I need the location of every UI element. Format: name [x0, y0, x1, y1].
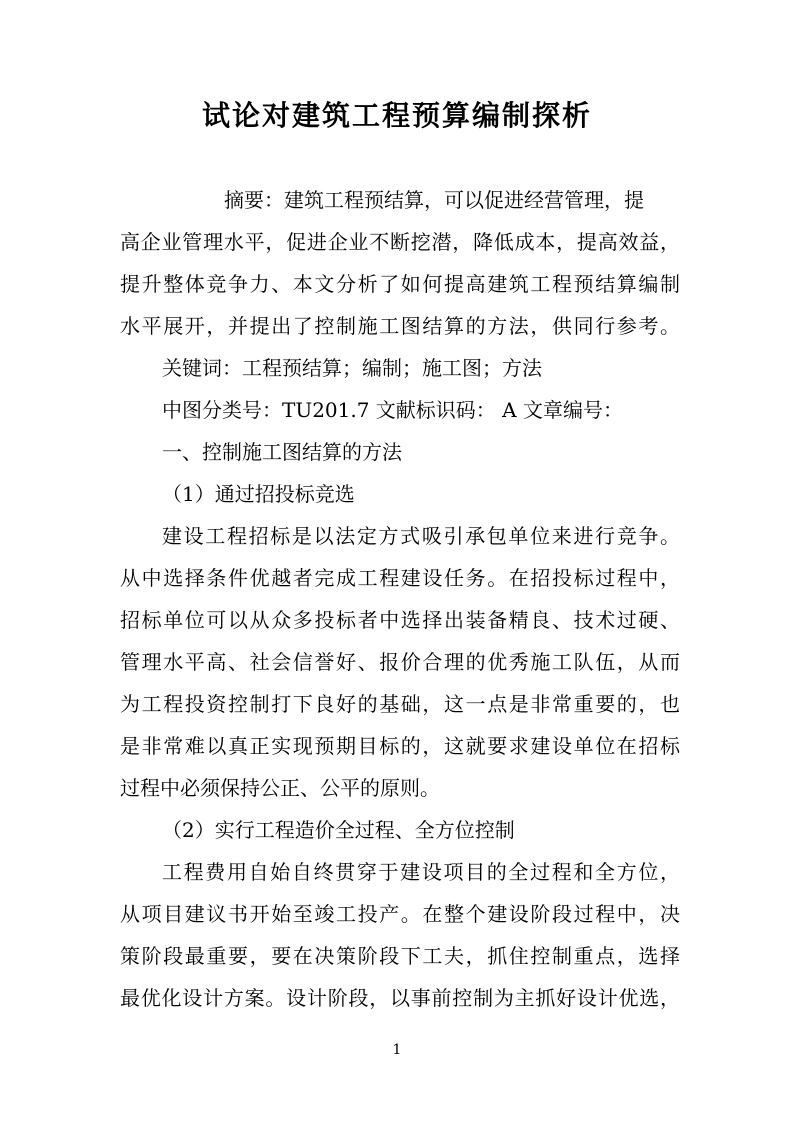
paragraph-1-line-2: 从中选择条件优越者完成工程建设任务。在招投标过程中，	[120, 566, 680, 590]
subsection-heading-2: （2）实行工程造价全过程、全方位控制	[162, 818, 515, 842]
section-heading: 一、控制施工图结算的方法	[162, 440, 402, 464]
paragraph-2-line-2: 从项目建议书开始至竣工投产。在整个建设阶段过程中，决	[120, 902, 680, 926]
paragraph-1-line-4: 管理水平高、社会信誉好、报价合理的优秀施工队伍，从而	[120, 650, 680, 674]
paragraph-2-line-4: 最优化设计方案。设计阶段，以事前控制为主抓好设计优选，	[120, 986, 680, 1010]
paragraph-1-line-5: 为工程投资控制打下良好的基础，这一点是非常重要的，也	[120, 692, 680, 716]
abstract-line-4: 水平展开，并提出了控制施工图结算的方法，供同行参考。	[120, 314, 680, 338]
subsection-heading-1: （1）通过招投标竞选	[162, 482, 355, 506]
paragraph-2-line-1: 工程费用自始自终贯穿于建设项目的全过程和全方位，	[162, 860, 680, 884]
abstract-line-3: 提升整体竞争力、本文分析了如何提高建筑工程预结算编制	[120, 272, 680, 296]
paragraph-1-line-1: 建设工程招标是以法定方式吸引承包单位来进行竞争。	[162, 524, 680, 548]
keywords: 关键词：工程预结算；编制；施工图；方法	[162, 356, 542, 380]
page-title: 试论对建筑工程预算编制探析	[201, 99, 592, 132]
paragraph-1-line-3: 招标单位可以从众多投标者中选择出装备精良、技术过硬、	[120, 608, 680, 632]
abstract-line-2: 高企业管理水平，促进企业不断挖潜，降低成本，提高效益，	[120, 230, 680, 254]
abstract-line-1: 摘要：建筑工程预结算，可以促进经营管理，提	[224, 188, 644, 212]
classification-line: 中图分类号：TU201.7 文献标识码： A 文章编号：	[162, 398, 623, 422]
page-number: 1	[392, 1042, 402, 1058]
paragraph-1-line-7: 过程中必须保持公正、公平的原则。	[120, 776, 440, 800]
paragraph-1-line-6: 是非常难以真正实现预期目标的，这就要求建设单位在招标	[120, 734, 680, 758]
paragraph-2-line-3: 策阶段最重要，要在决策阶段下工夫，抓住控制重点，选择	[120, 944, 680, 968]
